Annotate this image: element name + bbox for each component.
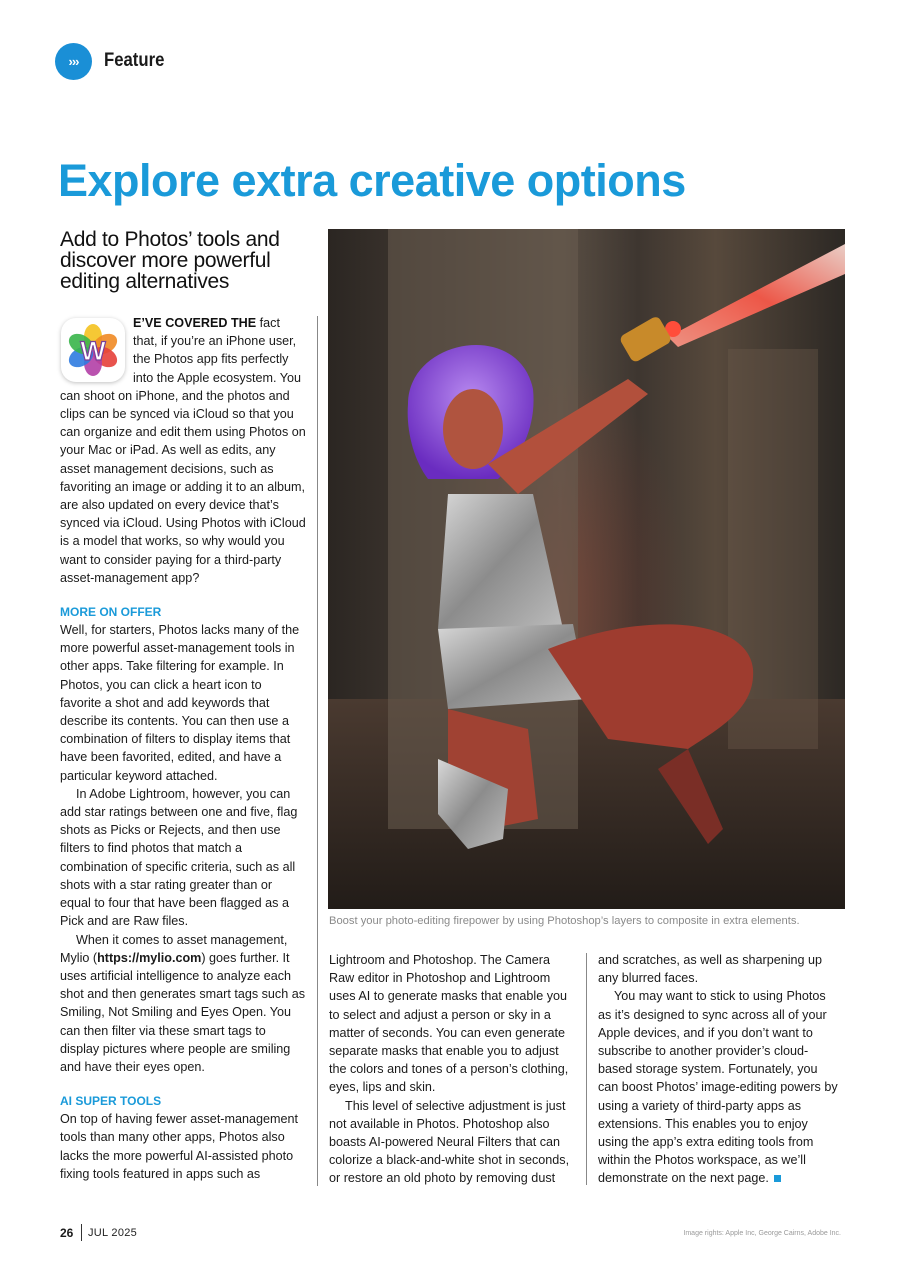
folio-divider	[81, 1224, 82, 1241]
photo-app-icon	[61, 318, 125, 382]
paragraph: On top of having fewer asset-management tools than many other apps, Photos also lacks the more powerful AI-assisted photo fixing tools featured in apps such as	[60, 1112, 299, 1181]
standfirst: Add to Photos’ tools and discover more powerful editing alternatives	[60, 228, 280, 293]
page-number: 26	[60, 1226, 74, 1240]
issue-date: JUL 2025	[88, 1227, 138, 1239]
lead-in: E’VE COVERED THE	[133, 316, 257, 330]
column-divider	[317, 316, 318, 1186]
paragraph: You may want to stick to using Photos as it’s designed to sync across all of your Apple devices, and if you don’t want to subscribe to another provider’s cloud-based storage system. Fortunately, you can boost Photos’ image-editing powers by using a variety of third-party apps as extensions. This enables you to enjoy using the app’s extra editing tools from within the Photos workspace, as we’ll demonstrate on the next page.	[598, 989, 838, 1186]
paragraph: In Adobe Lightroom, however, you can add star ratings between one and five, flag shots as Picks or Rejects, and then use filters to find photos that match a combination of specific criteria, such as all shots with a star rating greater than or equal to four that have been flagged as a Pick and are Raw files.	[60, 786, 298, 929]
subhead-more-on-offer: MORE ON OFFER	[60, 605, 162, 620]
mylio-link[interactable]: https://mylio.com	[97, 950, 202, 965]
paragraph: This level of selective adjustment is just not available in Photos. Photoshop also boasts AI-powered Neural Filters that can colorize a black-and-white shot in seconds, or restore an old photo by removing dust	[329, 1098, 570, 1186]
paragraph: Lightroom and Photoshop. The Camera Raw editor in Photoshop and Lightroom uses AI to generate masks that enable you to select and adjust a person or sky in a matter of seconds. You can even generate separate masks that enable you to adjust the colors and tones of a person’s clothing, eyes, lips and skin.	[329, 953, 569, 1095]
app-icon-letter: W	[80, 336, 106, 366]
paragraph: When it comes to asset management, Mylio (https://mylio.com) goes further. It uses artificial intelligence to analyze each shot and then generates smart tags such as Smiling, Not Smiling and Eyes Open. You can then filter via these smart tags to display pictures where people are smiling and have their eyes open.	[60, 932, 306, 1074]
subhead-ai-super-tools: AI SUPER TOOLS	[60, 1094, 162, 1109]
photo-caption: Boost your photo-editing firepower by using Photoshop’s layers to composite in extra elements.	[329, 915, 800, 927]
paragraph: E’VE COVERED THE fact that, if you’re an iPhone user, the Photos app fits perfectly into the Apple ecosystem. You can shoot on iPhone, and the photos and clips can be synced via iCloud so that you can organize and edit them using Photos on your Mac or iPad. As well as edits, any asset management decisions, such as favoriting an image or adding it to an album, are also updated on every device that’s synced via iCloud. Using Photos with iCloud is a model that works, so why would you want to consider paying for a third-party asset-management app?	[60, 316, 306, 585]
paragraph: and scratches, as well as sharpening up any blurred faces.	[598, 953, 823, 986]
image-rights: Image rights: Apple Inc, George Cairns, Adobe Inc.	[683, 1230, 841, 1237]
section-label: Feature	[104, 50, 165, 71]
headline: Explore extra creative options	[58, 155, 686, 206]
article-column-3	[598, 951, 840, 1188]
end-mark-icon	[774, 1175, 781, 1182]
column-divider	[586, 953, 587, 1185]
section-chevron-icon: ›››	[55, 43, 92, 80]
article-column-2	[329, 951, 577, 1188]
feature-photo	[328, 229, 845, 909]
paragraph: Well, for starters, Photos lacks many of the more powerful asset-management tools in other apps. Take filtering for example. In Photos, you can click a heart icon to favorite a shot and add keywords that describe its contents. You can then use a combination of filters to display items that have been favorited, edited, and have a particular keyword attached.	[60, 623, 300, 783]
article-column-1	[60, 314, 306, 1183]
